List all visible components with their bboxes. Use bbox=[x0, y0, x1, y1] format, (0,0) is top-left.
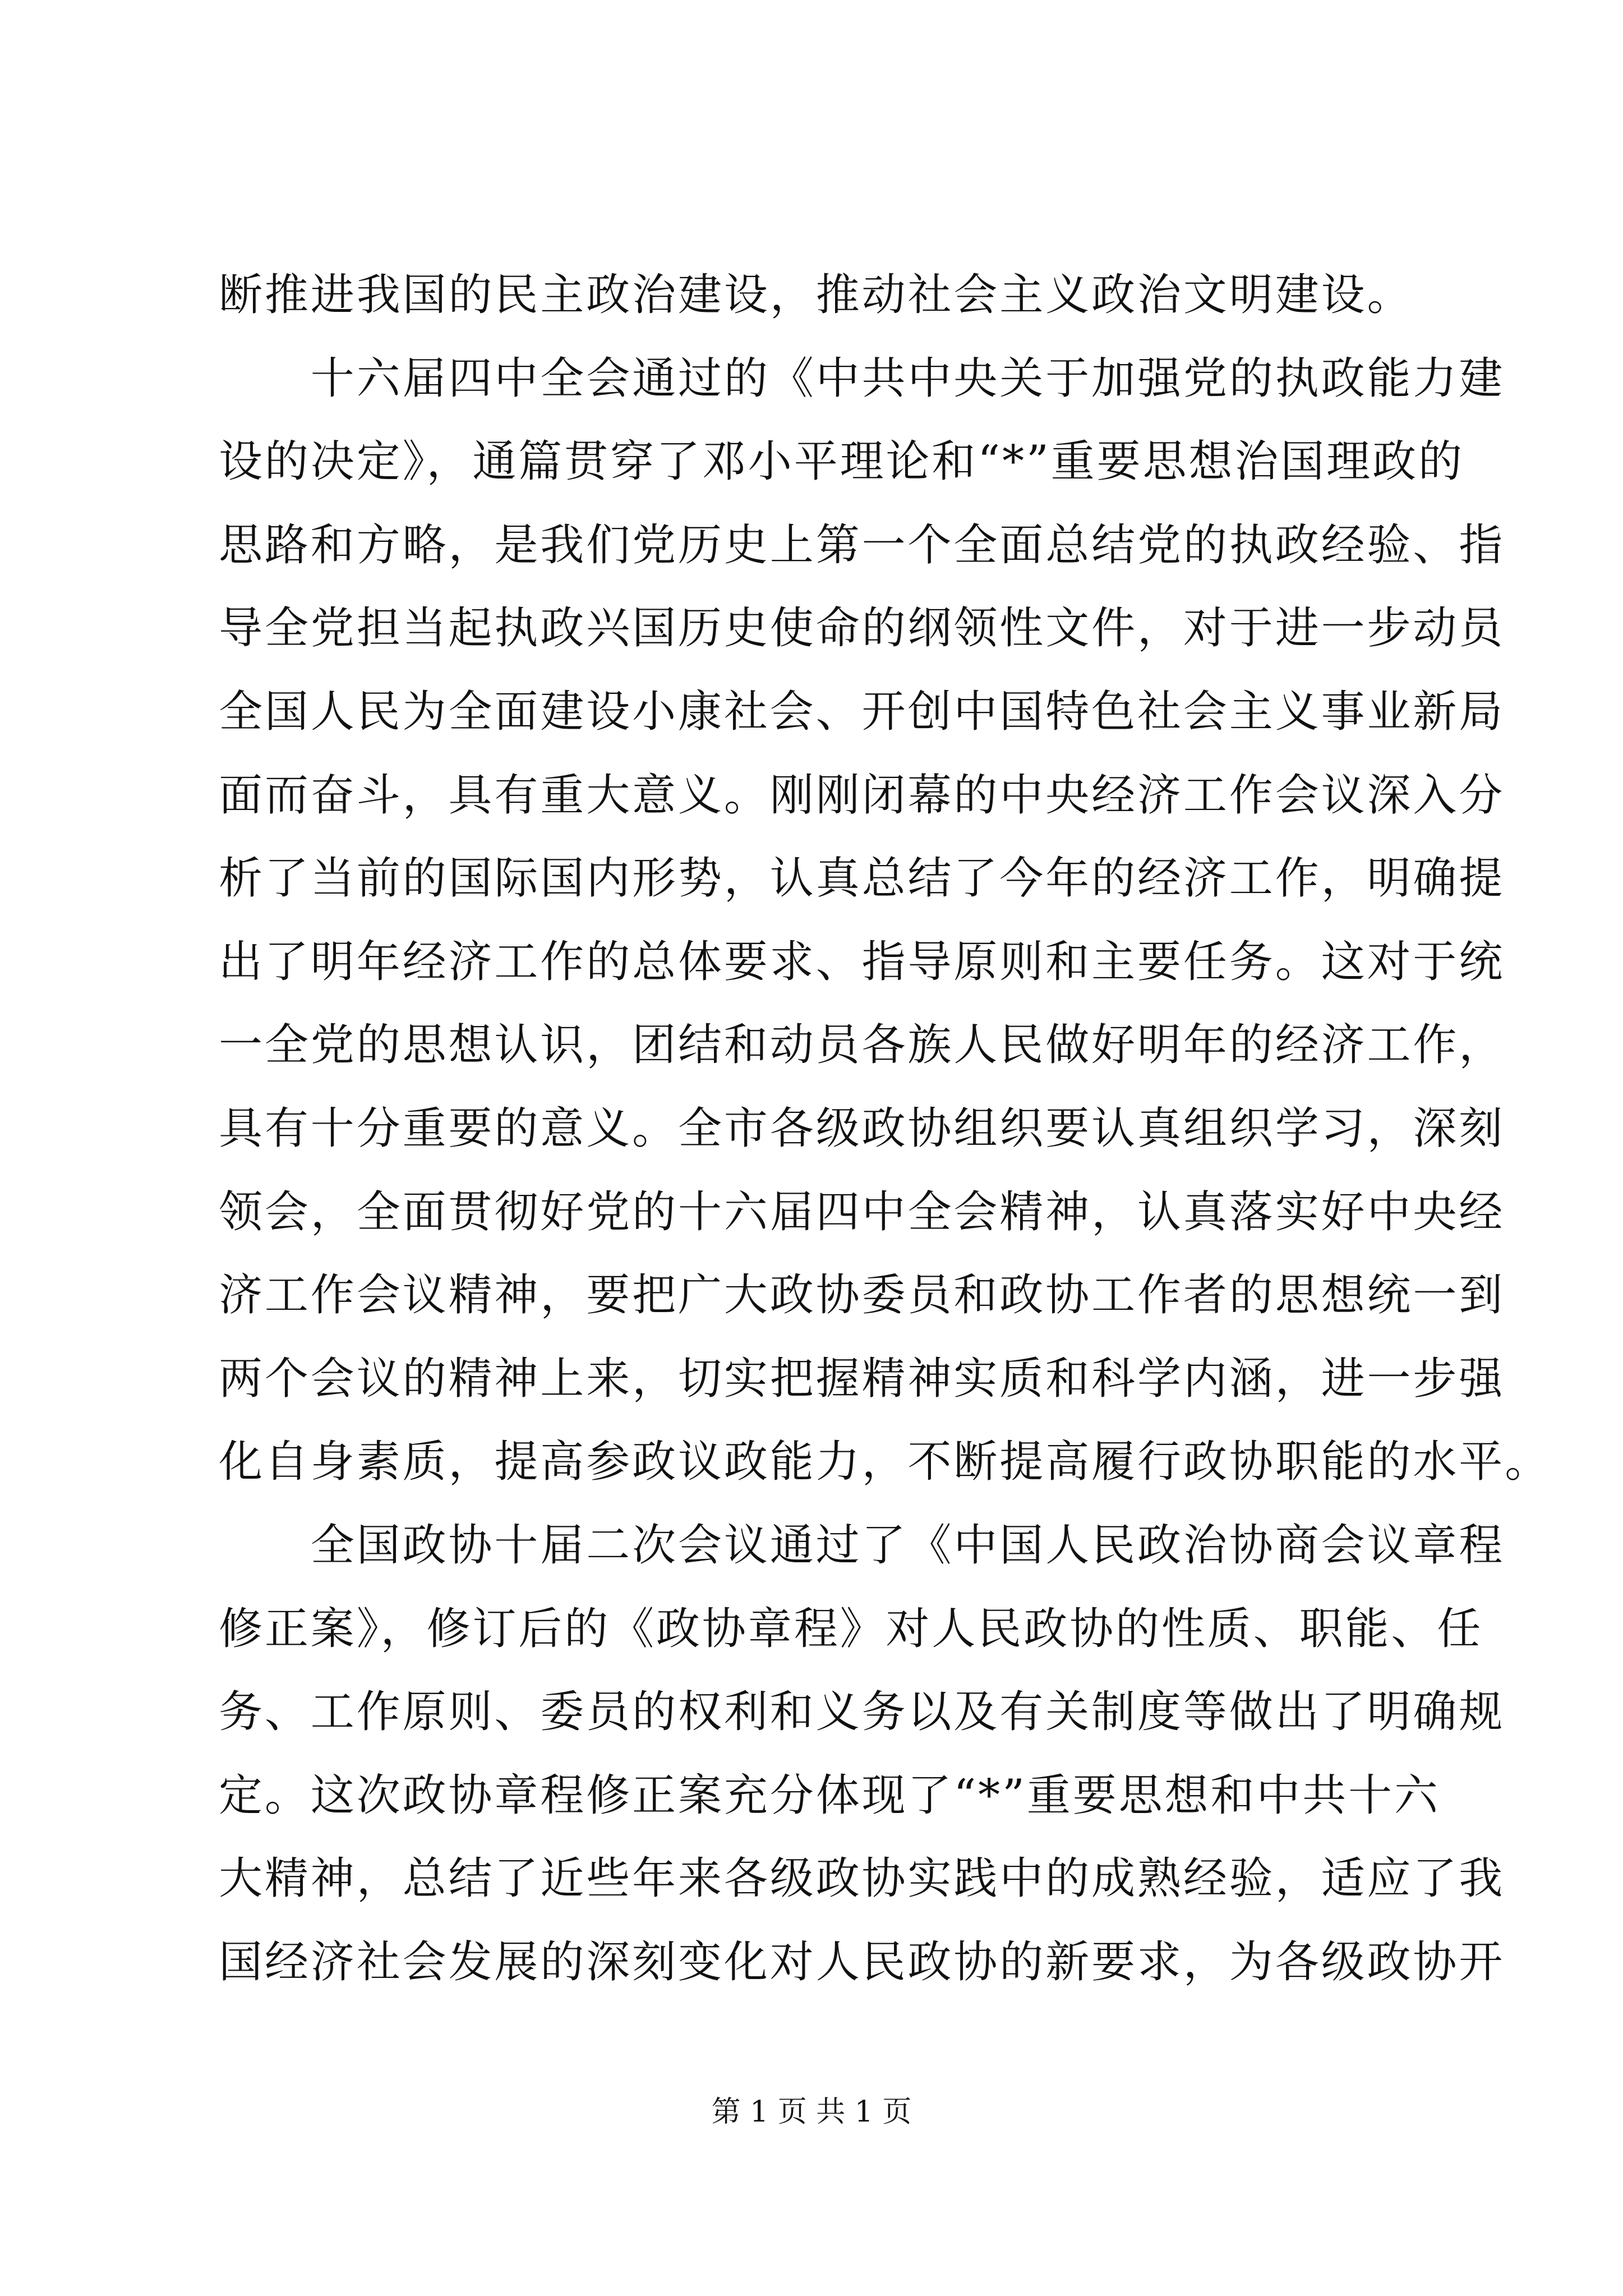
text-line: 设的决定》，通篇贯穿了邓小平理论和“*”重要思想治国理政的 bbox=[219, 436, 1464, 487]
text-line: 修正案》，修订后的《政协章程》对人民政协的性质、职能、任 bbox=[219, 1603, 1483, 1654]
text-line: 一全党的思想认识，团结和动员各族人民做好明年的经济工作， bbox=[219, 1020, 1505, 1071]
text-line: 济工作会议精神，要把广大政协委员和政协工作者的思想统一到 bbox=[219, 1270, 1505, 1321]
text-line: 析了当前的国际国内形势，认真总结了今年的经济工作，明确提 bbox=[219, 853, 1505, 904]
text-line: 两个会议的精神上来，切实把握精神实质和科学内涵，进一步强 bbox=[219, 1353, 1505, 1404]
text-line: 务、工作原则、委员的权利和义务以及有关制度等做出了明确规 bbox=[219, 1687, 1505, 1738]
text-line: 化自身素质，提高参政议政能力，不断提高履行政协职能的水平。 bbox=[219, 1437, 1551, 1488]
document-body bbox=[219, 254, 1551, 2004]
text-line: 定。这次政协章程修正案充分体现了“*”重要思想和中共十六 bbox=[219, 1770, 1440, 1821]
text-line: 全国人民为全面建设小康社会、开创中国特色社会主义事业新局 bbox=[219, 686, 1505, 737]
text-line: 国经济社会发展的深刻变化对人民政协的新要求，为各级政协开 bbox=[219, 1936, 1505, 1987]
text-line: 具有十分重要的意义。全市各级政协组织要认真组织学习，深刻 bbox=[219, 1103, 1505, 1154]
text-line: 断推进我国的民主政治建设，推动社会主义政治文明建设。 bbox=[219, 270, 1413, 320]
text-line: 十六届四中全会通过的《中共中央关于加强党的执政能力建 bbox=[219, 353, 1505, 404]
text-line: 导全党担当起执政兴国历史使命的纲领性文件，对于进一步动员 bbox=[219, 603, 1505, 654]
page-number-footer: 第 1 页 共 1 页 bbox=[711, 2095, 912, 2129]
text-line: 出了明年经济工作的总体要求、指导原则和主要任务。这对于统 bbox=[219, 936, 1505, 987]
text-line: 面而奋斗，具有重大意义。刚刚闭幕的中央经济工作会议深入分 bbox=[219, 770, 1505, 821]
text-line: 大精神，总结了近些年来各级政协实践中的成熟经验，适应了我 bbox=[219, 1853, 1505, 1904]
text-line: 思路和方略，是我们党历史上第一个全面总结党的执政经验、指 bbox=[219, 519, 1505, 570]
text-line: 全国政协十届二次会议通过了《中国人民政治协商会议章程 bbox=[219, 1520, 1505, 1571]
text-line: 领会，全面贯彻好党的十六届四中全会精神，认真落实好中央经 bbox=[219, 1186, 1505, 1237]
